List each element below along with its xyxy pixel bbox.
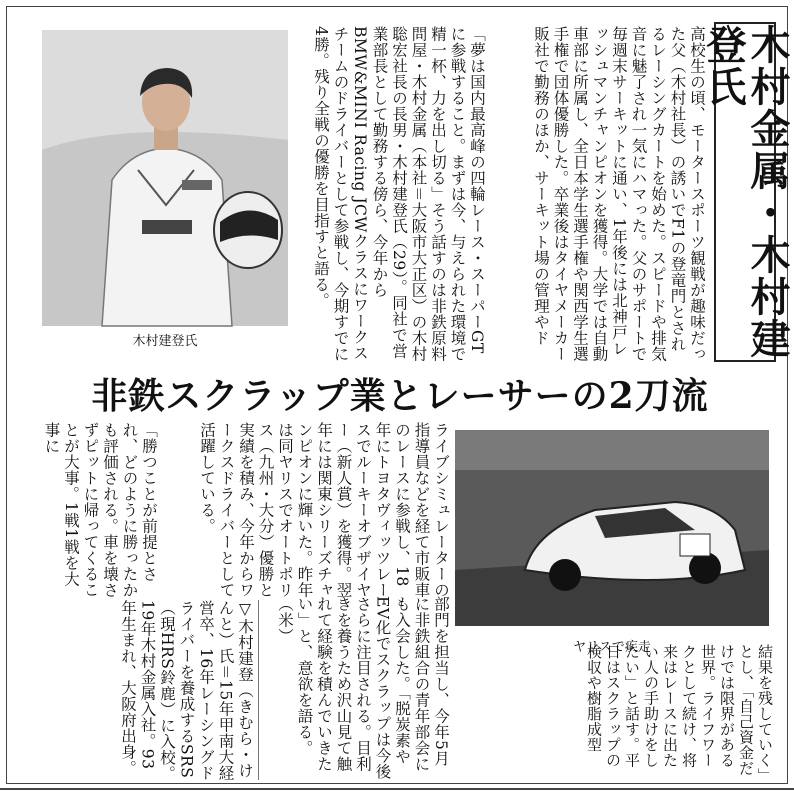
car-caption: ヤリスで疾走	[573, 640, 651, 655]
portrait-caption: 木村建登氏	[132, 334, 198, 349]
bottom-rule	[0, 788, 794, 790]
headline: 非鉄スクラップ業とレーサーの2刀流	[91, 375, 709, 417]
text-column-top-middle: 高校生の頃、モータースポーツ観戦が趣味だった父（木村社長）の誘いでF1の登竜門とされるレーシングカートを始めた。スピードや排気音に魅了され一気にハマった。父のサポートで毎週末サーキットに通い、1年後には北神戸レッシュマンチャンピオンを獲得。大学では自動車部に所属し、全日本学生選手権や関西学生選手権で団体優勝した。卒業後はタイヤメーカー販社で勤務のほか、サーキット場の管理やド	[532, 26, 706, 362]
text-column-bottom-left: 「勝つことが前提とされ、どのように勝ったかも評価される。車を壊さずピットに帰ってくることが大事。1戦1戦を大事に	[42, 422, 158, 598]
car-photo	[455, 430, 769, 626]
car-illustration	[455, 430, 769, 626]
portrait-photo	[42, 30, 288, 326]
text-column-bottom-middle: 結果を残していく」とし、「自己資金だけでは限界がある世界。ライフワークとして続け、将来はレースに出たい人の手助けをしたい」と話す。平日はスクラップの検収や樹脂成型	[585, 644, 774, 776]
text-column-bottom-right2: 部門を担当し、今年5月に非鉄組合の青年部会にも入会した。「脱炭素やEV化でスクラップは今後さらに注目される。目利きを養うため沢山見て触れて経験を積んでいきたい」と、意欲を語る。（米）	[276, 596, 450, 780]
text-column-bottom-right: ライブシミュレーターの指導員などを経て市販車のレースに参戦し、18年にトヨタヴィッツレースでルーキーオブザイヤー（新人賞）を獲得。翌年には関東シリーズチャンピオンに輝いた。昨年は同ヤリスでオートポリス（九州・大分）優勝と実績を積み、今年からワークスドライバーとして活躍している。	[198, 422, 450, 598]
portrait-illustration	[42, 30, 288, 326]
profile-divider	[258, 600, 259, 780]
profile-column: ▽木村建登（きむら・けんと）氏＝15年甲南大経営卒、16年レーシングドライバーを養成するSRS（現HRS鈴鹿）に入校。19年木村金属入社。93年生まれ、大阪府出身。	[119, 600, 254, 782]
title-box	[700, 22, 790, 362]
text-column-top-right: 「夢は国内最高峰の四輪レース・スーパーGTに参戦すること。まずは今、与えられた環境で精一杯、力を出し切る」そう話すのは非鉄原料問屋・木村金属（本社＝大阪市大正区）の木村聡宏社長の長男・木村建登氏（29）。同社で営業部長として勤務する傍ら、今年からBMW&MINI Racing JCWクラスにワークスチームのドライバーとして参戦し、今期すでに4勝。残り全戦の優勝を目指すと語る。	[312, 26, 486, 363]
article-title: 木村金属・木村建登氏	[700, 24, 790, 360]
